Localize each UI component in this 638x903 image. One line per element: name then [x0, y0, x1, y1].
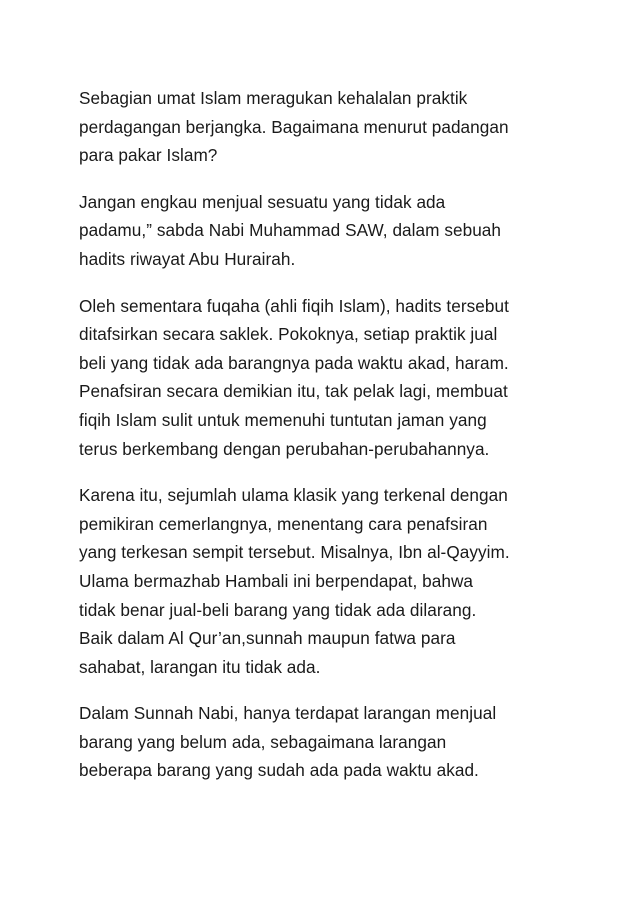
document-body — [79, 84, 579, 803]
text-line: para pakar Islam? — [79, 145, 218, 166]
paragraph-5 — [79, 699, 579, 785]
text-line: pemikiran cemerlangnya, menentang cara penafsiran — [79, 513, 488, 534]
text-line: Jangan engkau menjual sesuatu yang tidak ada — [79, 191, 446, 212]
paragraph-4 — [79, 481, 579, 681]
text-line: Oleh sementara fuqaha (ahli fiqih Islam), hadits tersebut — [79, 295, 509, 316]
text-line: Karena itu, sejumlah ulama klasik yang terkenal dengan — [79, 485, 508, 506]
text-line: yang terkesan sempit tersebut. Misalnya, Ibn al-Qayyim. — [79, 542, 510, 563]
paragraph-1 — [79, 84, 579, 170]
text-line: Dalam Sunnah Nabi, hanya terdapat larangan menjual — [79, 703, 497, 724]
text-line: terus berkembang dengan perubahan-perubahannya. — [79, 438, 490, 459]
text-line: padamu,” sabda Nabi Muhammad SAW, dalam sebuah — [79, 220, 502, 241]
text-line: tidak benar jual-beli barang yang tidak ada dilarang. — [79, 599, 477, 620]
text-line: fiqih Islam sulit untuk memenuhi tuntutan jaman yang — [79, 409, 487, 430]
text-line: Sebagian umat Islam meragukan kehalalan praktik — [79, 88, 468, 108]
text-line: hadits riwayat Abu Hurairah. — [79, 248, 296, 269]
paragraph-2 — [79, 188, 579, 274]
text-line: perdagangan berjangka. Bagaimana menurut padangan — [79, 116, 509, 137]
text-line: beli yang tidak ada barangnya pada waktu akad, haram. — [79, 352, 509, 373]
text-line: ditafsirkan secara saklek. Pokoknya, setiap praktik jual — [79, 324, 498, 345]
text-line: sahabat, larangan itu tidak ada. — [79, 656, 321, 677]
text-line: barang yang belum ada, sebagaimana larangan — [79, 731, 447, 752]
text-line: Baik dalam Al Qur’an,sunnah maupun fatwa para — [79, 628, 456, 649]
paragraph-3 — [79, 292, 579, 464]
text-line: beberapa barang yang sudah ada pada waktu akad. — [79, 760, 479, 781]
text-line: Ulama bermazhab Hambali ini berpendapat, bahwa — [79, 570, 474, 591]
text-line: Penafsiran secara demikian itu, tak pelak lagi, membuat — [79, 381, 508, 402]
